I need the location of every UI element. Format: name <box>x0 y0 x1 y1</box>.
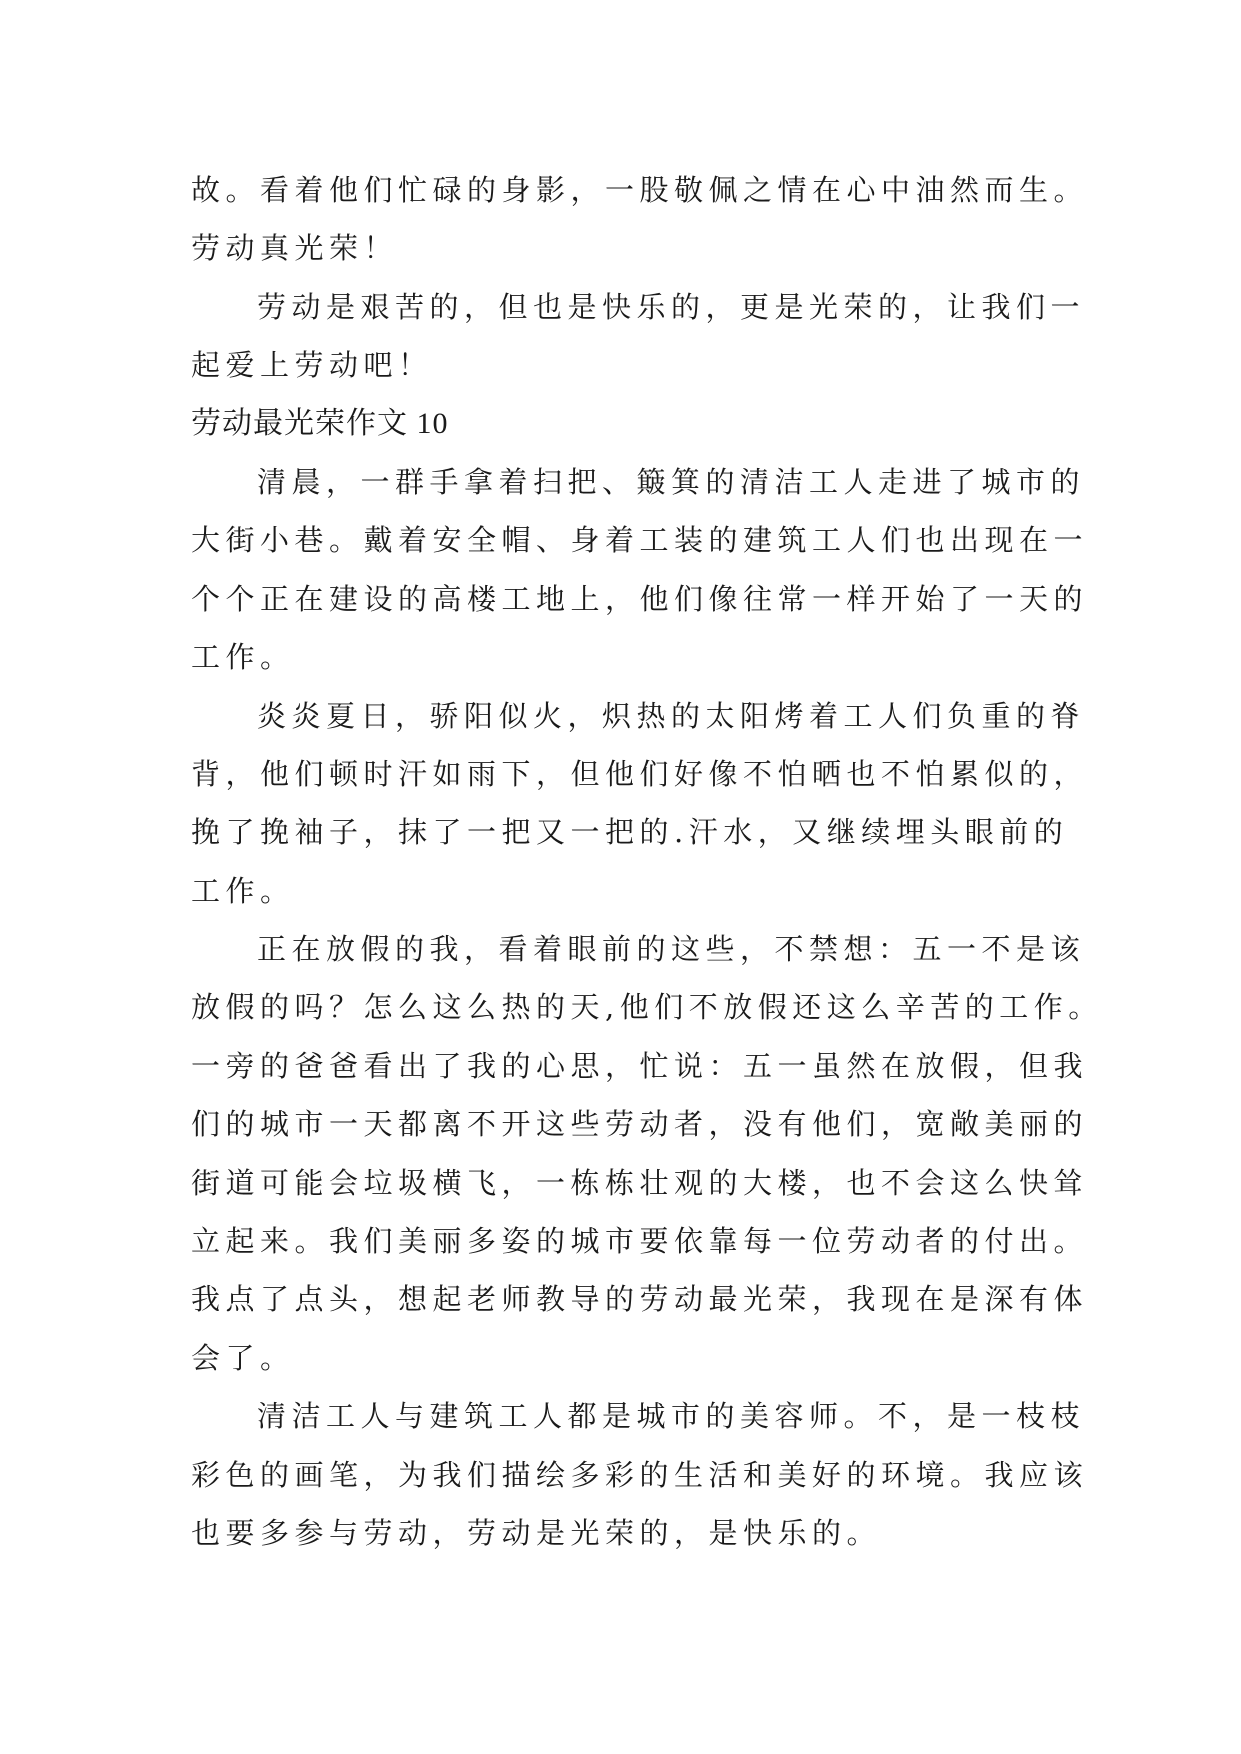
section-heading: 劳动最光荣作文 10 <box>191 406 449 440</box>
paragraph-line: 故。看着他们忙碌的身影，一股敬佩之情在心中油然而生。 <box>191 173 1089 207</box>
paragraph-line: 清洁工人与建筑工人都是城市的美容师。不，是一枝枝 <box>257 1399 1086 1434</box>
paragraph-line: 起爱上劳动吧！ <box>191 348 433 383</box>
paragraph-line: 放假的吗？怎么这么热的天,他们不放假还这么辛苦的工作。 <box>191 990 1103 1025</box>
paragraph-line: 炎炎夏日，骄阳似火，炽热的太阳烤着工人们负重的脊 <box>257 698 1086 733</box>
paragraph-line: 工作。 <box>191 640 295 675</box>
paragraph-line: 也要多参与劳动，劳动是光荣的，是快乐的。 <box>191 1515 882 1550</box>
paragraph-line: 个个正在建设的高楼工地上，他们像往常一样开始了一天的 <box>191 581 1089 616</box>
paragraph-line: 们的城市一天都离不开这些劳动者，没有他们，宽敞美丽的 <box>191 1107 1089 1142</box>
paragraph-line: 我点了点头，想起老师教导的劳动最光荣，我现在是深有体 <box>191 1282 1089 1317</box>
document-body <box>191 161 1103 1562</box>
paragraph-line: 清晨，一群手拿着扫把、簸箕的清洁工人走进了城市的 <box>257 464 1086 499</box>
paragraph-line: 挽了挽袖子，抹了一把又一把的.汗水，又继续埋头眼前的 <box>191 815 1069 850</box>
paragraph-line: 劳动是艰苦的，但也是快乐的，更是光荣的，让我们一 <box>257 289 1086 324</box>
paragraph-line: 彩色的画笔，为我们描绘多彩的生活和美好的环境。我应该 <box>191 1457 1089 1492</box>
paragraph-line: 立起来。我们美丽多姿的城市要依靠每一位劳动者的付出。 <box>191 1224 1089 1259</box>
paragraph-line: 劳动真光荣！ <box>191 231 399 266</box>
paragraph-line: 街道可能会垃圾横飞，一栋栋壮观的大楼，也不会这么快耸 <box>191 1165 1089 1200</box>
paragraph-line: 大街小巷。戴着安全帽、身着工装的建筑工人们也出现在一 <box>191 523 1089 558</box>
paragraph-line: 会了。 <box>191 1340 295 1375</box>
paragraph-line: 一旁的爸爸看出了我的心思，忙说：五一虽然在放假，但我 <box>191 1048 1089 1083</box>
paragraph-line: 正在放假的我，看着眼前的这些，不禁想：五一不是该 <box>257 932 1086 967</box>
paragraph-line: 背，他们顿时汗如雨下，但他们好像不怕晒也不怕累似的， <box>191 756 1089 791</box>
paragraph-line: 工作。 <box>191 873 295 908</box>
